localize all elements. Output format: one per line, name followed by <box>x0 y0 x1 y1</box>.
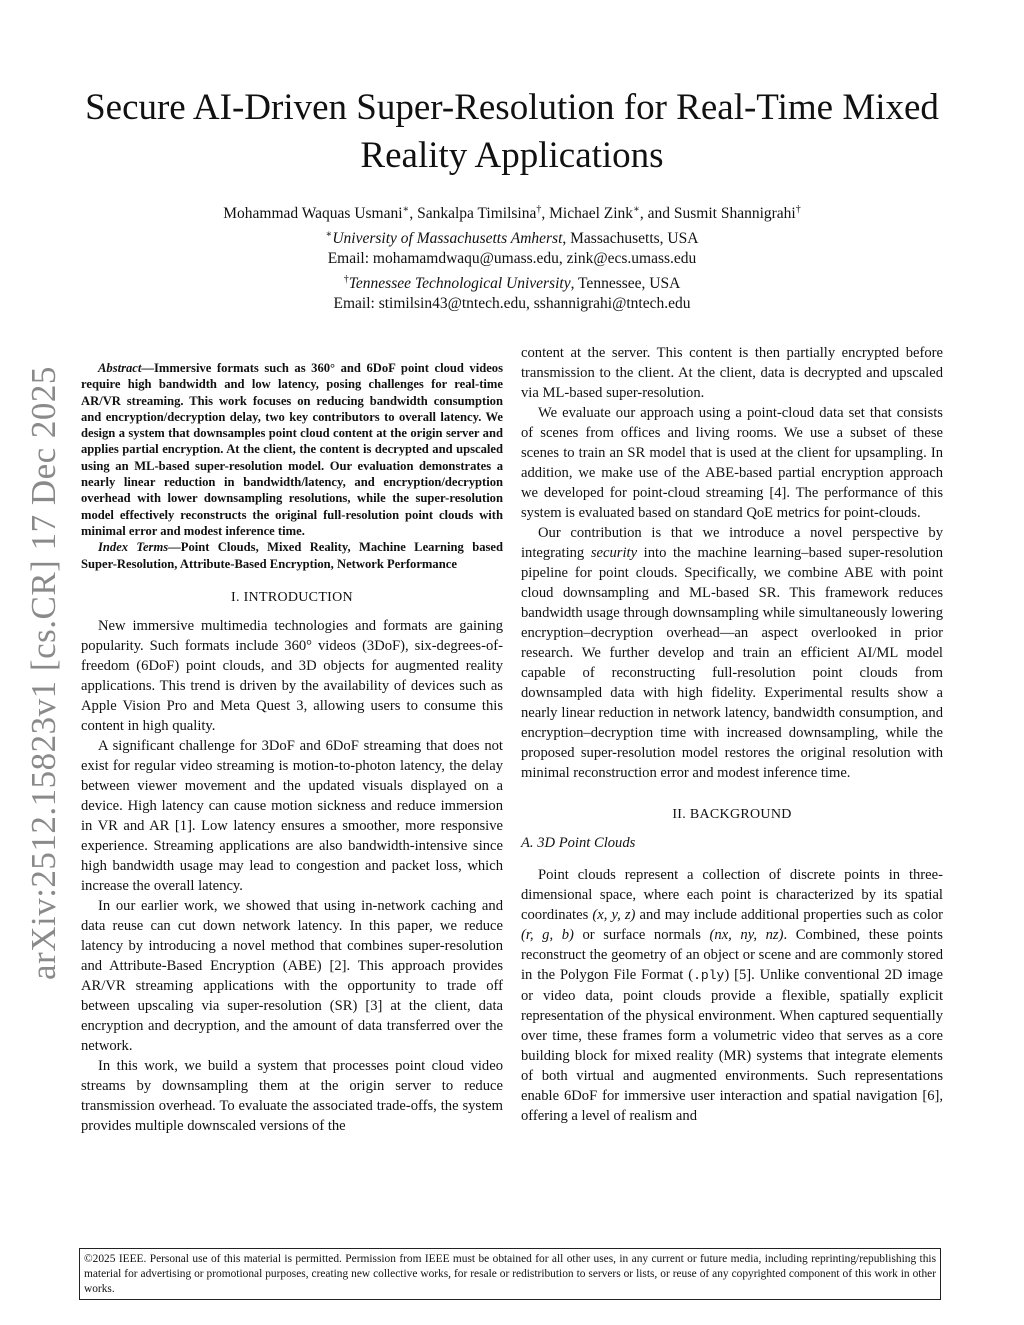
index-terms-text: —Point Clouds, Mixed Reality, Machine Learning based Super-Resolution, Attribute-Based Encryption, Network Performance <box>81 540 503 571</box>
abstract-text: —Immersive formats such as 360° and 6DoF point cloud videos require high bandwidth and low latency, posing challenges for real-time AR/VR streaming. This work focuses on reducing bandwidth consumption and encryption/decryption delay, two key contributors to overall latency. We design a system that downsamples point cloud content at the origin server and applies partial encryption. At the client, the content is decrypted and upscaled using an ML-based super-resolution model. Our evaluation demonstrates a nearly linear reduction in bandwidth/latency, and encryption/decryption overhead with lower downsampling resolutions, while the super-resolution model effectively reconstructs the original full-resolution point clouds with minimal error and modest inference time. <box>81 361 503 538</box>
institution-location: , Tennessee, USA <box>570 274 681 292</box>
paragraph: A significant challenge for 3DoF and 6DoF streaming that does not exist for regular video streaming is motion-to-photon latency, the delay between viewer movement and the updated visuals displayed on a device. High latency can cause motion sickness and reduce immersion in VR and AR [1]. Low latency ensures a smoother, more responsive experience. Streaming applications are also bandwidth-intensive since high bandwidth usage may lead to congestion and packet loss, which increase the overall latency. <box>81 737 503 894</box>
abstract <box>81 360 503 539</box>
paragraph: In this work, we build a system that processes point cloud video streams by downsampling them at the origin server to reduce transmission overhead. To evaluate the associated trade-offs, the system provides multiple downscaled versions of the <box>81 1057 503 1134</box>
index-terms-label: Index Terms <box>98 540 169 555</box>
right-column <box>521 343 943 1126</box>
code-inline: .ply <box>693 968 725 983</box>
math-inline: (nx, ny, nz) <box>709 927 784 943</box>
affiliation-mark: † <box>536 204 542 215</box>
author-block <box>60 200 964 315</box>
affiliation-mark: † <box>795 204 801 215</box>
paragraph <box>521 865 943 1126</box>
affiliation-2 <box>60 270 964 295</box>
left-column <box>81 360 503 1136</box>
text-run: into the machine learning–based super-resolution pipeline for point clouds. Specifically, we combine ABE with point cloud downsampling and ML-based SR. This framework reduces bandwidth usage through downsampling while simultaneously lowering encryption–decryption overhead—an aspect overlooked in prior research. We further develop and train an efficient AI/ML model capable of reconstructing full-resolution point clouds from downsampled data with high fidelity. Experimental results show a nearly linear reduction in network latency, bandwidth consumption, and encryption–decryption time with increased downsampling, while the proposed super-resolution model restores the original resolution with minimal reconstruction error and modest inference time. <box>521 545 943 781</box>
institution-location: , Massachusetts, USA <box>562 229 699 247</box>
email-line-1: Email: mohamamdwaqu@umass.edu, zink@ecs.umass.edu <box>327 250 697 268</box>
affiliation-mark: † <box>343 273 349 285</box>
text-run: or surface normals <box>573 927 710 943</box>
institution-name: Tennessee Technological University <box>348 274 571 292</box>
copyright-notice: ©2025 IEEE. Personal use of this material is permitted. Permission from IEEE must be obtained for all other uses, in any current or future media, including reprinting/republishing this material for advertising or promotional purposes, creating new collective works, for resale or redistribution to servers or lists, or reuse of any copyrighted component of this work in other works. <box>79 1248 941 1300</box>
subsection-heading: A. 3D Point Clouds <box>521 835 636 851</box>
author-name: Mohammad Waquas Usmani <box>223 205 403 223</box>
author-name: Michael Zink <box>549 205 634 223</box>
section-heading: I. INTRODUCTION <box>231 589 353 605</box>
text-run: Our contribution is that we introduce a novel perspective by integrating <box>521 525 943 561</box>
author-name: Susmit Shannigrahi <box>673 205 796 223</box>
author-name: Sankalpa Timilsina <box>417 205 537 223</box>
text-run: . Combined, these points reconstruct the geometry of an object or scene and are commonly stored in the Polygon File Format ( <box>521 927 943 983</box>
affiliation-1 <box>60 225 964 250</box>
paper-title: Secure AI-Driven Super-Resolution for Real-Time Mixed Reality Applications <box>85 87 939 176</box>
author-list <box>60 200 964 225</box>
paragraph <box>521 523 943 783</box>
affiliation-mark: ∗ <box>325 228 333 240</box>
email-line-2: Email: stimilsin43@tntech.edu, sshannigrahi@tntech.edu <box>333 295 691 313</box>
text-run: Point clouds represent a collection of discrete points in three-dimensional space, where each point is characterized by its spatial coordinates <box>521 867 943 923</box>
text-run: and may include additional properties such as color <box>635 907 943 923</box>
institution-name: University of Massachusetts Amherst <box>332 229 563 247</box>
text-run: ) [5]. Unlike conventional 2D image or video data, point clouds provide a flexible, spatially explicit representation of the physical environment. When captured sequentially over time, these frames form a volumetric video that serves as a core building block for mixed reality (MR) systems that integrate elements of both virtual and augmented environments. Such representations enable 6DoF for immersive user interaction and spatial navigation [6], offering a level of realism and <box>521 967 943 1124</box>
affiliation-mark: ∗ <box>633 204 640 215</box>
author-separator: , <box>541 205 550 223</box>
arxiv-stamp: arXiv:2512.15823v1 [cs.CR] 17 Dec 2025 <box>24 366 63 980</box>
author-separator: , <box>409 205 418 223</box>
math-inline: (r, g, b) <box>521 927 574 943</box>
paragraph: content at the server. This content is then partially encrypted before transmission to the client. At the client, data is decrypted and upscaled via ML-based super-resolution. <box>521 345 943 401</box>
section-heading: II. BACKGROUND <box>672 807 792 822</box>
affiliation-mark: ∗ <box>402 204 410 215</box>
index-terms <box>81 539 503 572</box>
paragraph: We evaluate our approach using a point-cloud data set that consists of scenes from offices and living rooms. We use a subset of these scenes to train an SR model that is used at the client for upsampling. In addition, we make use of the ABE-based partial encryption approach we developed for point-cloud streaming [4]. The performance of this system is evaluated based on standard QoE metrics for point-clouds. <box>521 405 943 521</box>
author-separator: , and <box>639 205 674 223</box>
paragraph: New immersive multimedia technologies and formats are gaining popularity. Such formats include 360° videos (3DoF), six-degrees-of-freedom (6DoF) point clouds, and 3D objects for augmented reality applications. This trend is driven by the availability of devices such as Apple Vision Pro and Meta Quest 3, allowing users to consume this content in high quality. <box>81 617 503 734</box>
math-inline: (x, y, z) <box>592 907 636 923</box>
emphasis: security <box>590 545 638 561</box>
abstract-label: Abstract <box>98 361 142 375</box>
paragraph: In our earlier work, we showed that using in-network caching and data reuse can cut down network latency. In this paper, we reduce latency by introducing a novel method that combines super-resolution and Attribute-Based Encryption (ABE) [2]. This approach provides AR/VR streaming applications with the opportunity to trade off between upscaling via super-resolution (SR) [3] at the client, data encryption and decryption, and the amount of data transferred over the network. <box>81 897 503 1054</box>
